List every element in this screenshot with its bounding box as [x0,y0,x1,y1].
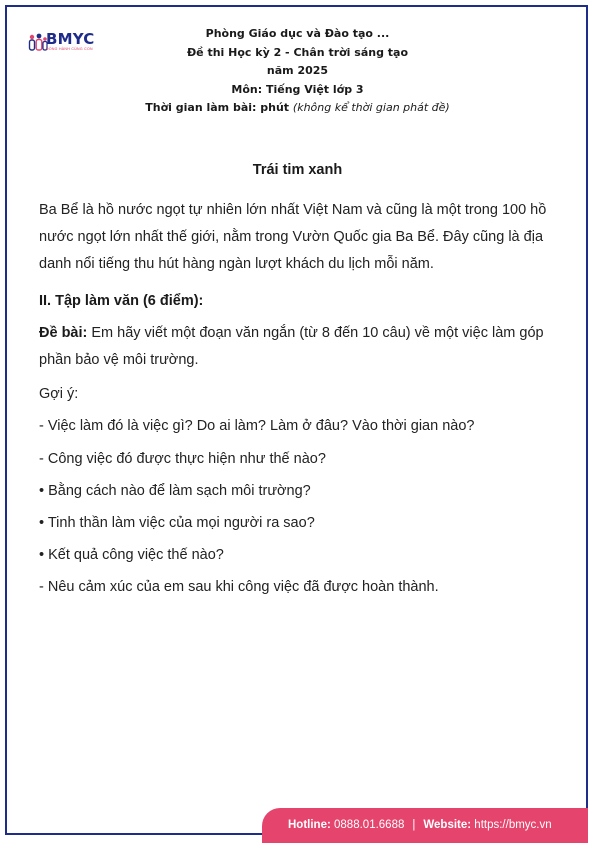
prompt-label: Đề bài: [39,325,88,341]
exam-header [0,25,595,118]
hotline-label: Hotline: [288,819,331,831]
hint-label: Gợi ý: [39,386,79,402]
logo-tagline: ĐỒNG HÀNH CÙNG CON [46,47,93,51]
prompt-text: Em hãy viết một đoạn văn ngắn (từ 8 đến 10 câu) về một việc làm góp phần bảo vệ môi trường. [39,325,544,368]
hint-item: - Nêu cảm xúc của em sau khi công việc đã được hoàn thành. [39,579,439,595]
header-year: năm 2025 [266,64,329,77]
header-department: Phòng Giáo dục và Đào tạo ... [205,27,390,40]
header-exam-title: Đề thi Học kỳ 2 - Chân trời sáng tạo [186,45,409,59]
writing-prompt [39,320,557,374]
hint-item: - Việc làm đó là việc gì? Do ai làm? Làm ở đâu? Vào thời gian nào? [39,418,475,434]
header-duration-label: Thời gian làm bài: phút [145,101,290,114]
footer-contact-bar [262,808,588,843]
website-link[interactable]: https://bmyc.vn [474,819,552,831]
hint-item: • Bằng cách nào để làm sạch môi trường? [39,483,311,499]
logo-wordmark: BMYC [46,30,95,48]
section-heading: II. Tập làm văn (6 điểm): [39,293,204,309]
header-duration-note: (không kể thời gian phát đề) [292,101,450,114]
hint-item: • Kết quả công việc thế nào? [39,547,224,563]
footer-separator: | [412,819,416,831]
hint-item: • Tinh thần làm việc của mọi người ra sao? [39,515,315,531]
website-label: Website: [423,819,472,831]
hotline-number[interactable]: 0888.01.6688 [334,819,405,831]
reading-title: Trái tim xanh [252,162,343,178]
header-subject: Môn: Tiếng Việt lớp 3 [231,82,364,96]
hint-item: - Công việc đó được thực hiện như thế nào? [39,451,326,467]
reading-paragraph: Ba Bể là hồ nước ngọt tự nhiên lớn nhất Việt Nam và cũng là một trong 100 hồ nước ngọt lớn nhất thế giới, nằm trong Vườn Quốc gia Ba Bể. Đây cũng là địa danh nổi tiếng thu hút hàng ngàn lượt khách du lịch mỗi năm. [39,202,547,272]
header-duration [0,99,595,118]
